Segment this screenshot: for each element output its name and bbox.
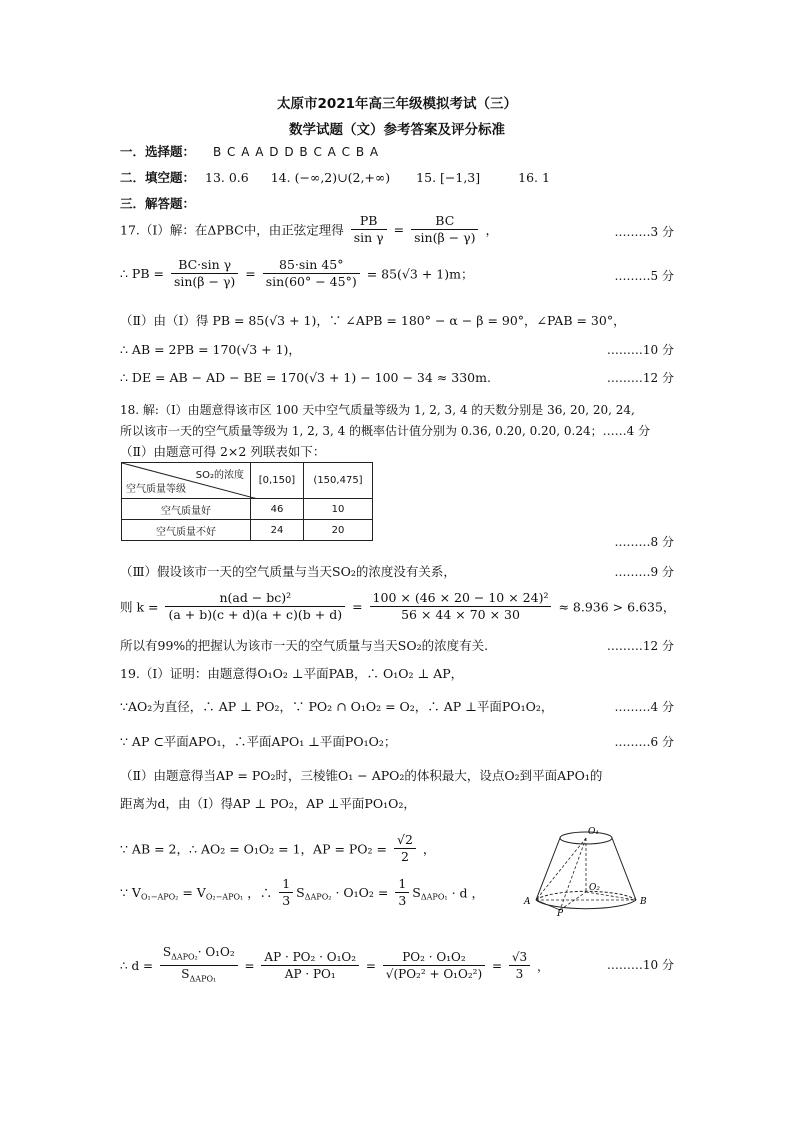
score: ………4 分	[614, 700, 674, 714]
denominator: 3	[515, 967, 524, 982]
p19-line4	[120, 764, 674, 788]
fraction	[165, 590, 345, 623]
column-header: (150,475]	[304, 463, 373, 499]
p17-text: ，	[485, 222, 498, 238]
p18-text: 所以该市一天的空气质量等级为 1, 2, 3, 4 的概率估计值分别为 0.36, 0.20, 0.20, 0.24；……4 分	[120, 424, 651, 438]
answer-15: 15. [−1,3]	[416, 170, 481, 185]
numerator: BC	[411, 213, 478, 230]
table-cell: 10	[304, 499, 373, 520]
p19-text: S	[296, 885, 305, 900]
p19-text: ∵ V	[120, 885, 141, 900]
p17-text: ∴ DE = AB − AD − BE = 170(√3 + 1) − 100 − 34 ≈ 330m.	[120, 370, 491, 385]
numerator: 1	[395, 876, 409, 893]
denominator: 3	[398, 893, 407, 908]
edge-o1a	[536, 838, 586, 900]
p17-line4	[120, 338, 674, 362]
fraction	[395, 876, 409, 909]
score: ………6 分	[614, 735, 674, 749]
edge-o1p	[560, 838, 586, 910]
p18-k-formula	[120, 590, 674, 630]
label-b: B	[640, 897, 647, 907]
subscript: ΔAPO₂	[304, 892, 332, 902]
doc-title: 太原市2021年高三年级模拟考试（三）	[276, 96, 518, 112]
subscript: ΔAPO₁	[420, 892, 448, 902]
subscript: ΔAPO₂	[171, 952, 198, 962]
side-right	[612, 838, 636, 900]
denominator: sin γ	[353, 230, 384, 245]
p17-line1	[120, 213, 674, 253]
column-header: [0,150]	[251, 463, 304, 499]
p18-line4	[120, 560, 674, 584]
score: ………5 分	[614, 269, 674, 283]
table-cell: 24	[251, 520, 304, 541]
side-left	[536, 838, 560, 900]
numerator: PO₂ · O₁O₂	[383, 949, 485, 966]
subscript: ΔAPO₁	[189, 974, 217, 984]
numerator: √3	[509, 949, 530, 966]
equals: =	[491, 958, 503, 973]
label-a: A	[524, 897, 531, 907]
answer-13: 13. 0.6	[205, 170, 249, 185]
p19-line2	[120, 695, 674, 719]
frustum-figure	[516, 826, 656, 916]
denominator: S	[181, 967, 190, 982]
equals: =	[352, 599, 363, 614]
fraction	[509, 949, 530, 982]
answer-16: 16. 1	[518, 170, 550, 185]
numerator: 100 × (46 × 20 − 10 × 24)²	[370, 590, 552, 607]
p18-text: 所以有99%的把握认为该市一天的空气质量与当天SO₂的浓度有关.	[120, 638, 489, 653]
label-o2: O₂	[589, 883, 600, 893]
p18-line3	[120, 440, 674, 464]
p19-text: · d ，	[451, 885, 484, 901]
p19-line1	[120, 662, 674, 686]
p17-line3	[120, 309, 674, 333]
p18-table-score	[120, 530, 674, 554]
p19-text: ∵ AP ⊂平面APO₁，∴平面APO₁ ⊥平面PO₁O₂；	[120, 734, 397, 749]
fraction	[171, 257, 238, 290]
choice-answers-line	[120, 140, 674, 164]
score: ………10 分	[606, 343, 674, 357]
label-o1: O₁	[588, 827, 599, 837]
header-quality: 空气质量等级	[126, 484, 186, 495]
p18-text: （Ⅲ）假设该市一天的空气质量与当天SO₂的浓度没有关系，	[120, 564, 456, 579]
equals: =	[393, 222, 405, 237]
label-p: P	[557, 909, 564, 916]
p18-text: 18. 解:（Ⅰ）由题意得该市区 100 天中空气质量等级为 1, 2, 3, 4 的天数分别是 36, 20, 20, 24,	[120, 403, 635, 417]
equals: =	[245, 266, 256, 281]
equals: =	[365, 958, 376, 973]
answer-14: 14. (−∞,2)∪(2,+∞)	[270, 170, 391, 185]
numerator: AP · PO₂ · O₁O₂	[261, 949, 359, 966]
numerator: √2	[394, 832, 416, 849]
p17-text: （Ⅱ）由（Ⅰ）得 PB = 85(√3 + 1)，∵ ∠APB = 180° − α − β = 90°，∠PAB = 30°，	[120, 313, 626, 328]
p19-text: S	[412, 885, 421, 900]
score: ………9 分	[614, 565, 674, 579]
numerator: 85·sin 45°	[263, 257, 360, 274]
score: ………8 分	[614, 535, 674, 549]
p17-line5	[120, 366, 674, 390]
denominator: (a + b)(c + d)(a + c)(b + d)	[168, 607, 343, 622]
p18-text: 则 k =	[120, 599, 159, 615]
fraction	[411, 213, 478, 246]
p18-text: ≈ 8.936 > 6.635，	[558, 599, 676, 615]
fraction	[383, 949, 485, 982]
p19-text: = V	[178, 885, 206, 900]
subscript: O₂−APO₁	[205, 892, 244, 902]
subscript: O₁−APO₂	[140, 892, 179, 902]
table-cell: 46	[251, 499, 304, 520]
denominator: 3	[282, 893, 291, 908]
score: ………12 分	[606, 371, 674, 385]
p19-line8	[120, 944, 674, 992]
p19-text: ∵ AB = 2，∴ AO₂ = O₁O₂ = 1，AP = PO₂ =	[120, 841, 388, 857]
p19-line5	[120, 792, 674, 816]
numerator: PB	[351, 213, 387, 230]
score: ………10 分	[606, 958, 674, 972]
fraction	[279, 876, 293, 909]
section-label: 二．填空题：	[120, 170, 196, 185]
p19-text: 19.（Ⅰ）证明：由题意得O₁O₂ ⊥平面PAB，∴ O₁O₂ ⊥ AP，	[120, 666, 464, 681]
section-label: 一．选择题：	[120, 144, 196, 159]
equals: =	[244, 958, 255, 973]
row-label: 空气质量好	[122, 499, 251, 520]
score: ………12 分	[606, 639, 674, 653]
numerator: BC·sin γ	[171, 257, 238, 274]
p19-text: ，	[536, 959, 549, 974]
table-header-diagonal	[122, 463, 251, 499]
p19-text: 距离为d，由（Ⅰ）得AP ⊥ PO₂，AP ⊥平面PO₁O₂，	[120, 796, 416, 811]
header-so2: SO₂的浓度	[195, 470, 244, 481]
numerator: S	[162, 945, 172, 959]
denominator: sin(β − γ)	[414, 230, 476, 245]
denominator: 2	[400, 849, 409, 864]
fraction	[261, 949, 359, 982]
denominator: sin(60° − 45°)	[265, 274, 357, 289]
p19-text: ，∴	[247, 885, 273, 901]
numerator: 1	[279, 876, 293, 893]
numerator: · O₁O₂	[197, 945, 235, 959]
fraction	[160, 944, 238, 988]
row-label: 空气质量不好	[122, 520, 251, 541]
p18-line5	[120, 634, 674, 658]
denominator: AP · PO₁	[284, 967, 336, 982]
fraction	[394, 832, 416, 865]
denominator: sin(β − γ)	[173, 274, 236, 289]
choice-answers: B C A A D D B C A C B A	[213, 145, 380, 159]
p17-text: = 85(√3 + 1)m；	[366, 266, 474, 282]
p17-text: ∴ PB =	[120, 266, 164, 281]
table-row	[122, 499, 373, 520]
p17-text: 17.（Ⅰ）解：在ΔPBC中，由正弦定理得	[120, 222, 344, 238]
p19-text: （Ⅱ）由题意得当AP = PO₂时，三棱锥O₁ − APO₂的体积最大，设点O₂到平面APO₁的	[120, 768, 603, 783]
p17-text: ∴ AB = 2PB = 170(√3 + 1)，	[120, 342, 301, 357]
p19-text: · O₁O₂ =	[335, 885, 389, 900]
p19-text: ∵AO₂为直径，∴ AP ⊥ PO₂，∵ PO₂ ∩ O₁O₂ = O₂，∴ AP ⊥平面PO₁O₂，	[120, 699, 554, 714]
fill-answers-line	[120, 166, 674, 190]
p19-text: ∴ d =	[120, 958, 153, 973]
doc-subtitle: 数学试题（文）参考答案及评分标准	[289, 122, 505, 138]
fraction	[263, 257, 360, 290]
bottom-circle-back	[536, 891, 636, 900]
table-cell: 20	[304, 520, 373, 541]
section-label: 三．解答题：	[120, 196, 196, 211]
denominator: 56 × 44 × 70 × 30	[401, 607, 520, 622]
bottom-circle-front	[536, 900, 636, 909]
p18-text: （Ⅱ）由题意可得 2×2 列联表如下：	[120, 444, 326, 459]
p17-line2	[120, 257, 674, 297]
p19-text: ，	[422, 841, 436, 857]
numerator: n(ad − bc)²	[165, 590, 345, 607]
score: ………3 分	[614, 225, 674, 239]
fraction	[370, 590, 552, 623]
p19-line3	[120, 730, 674, 754]
fraction	[351, 213, 387, 246]
denominator: √(PO₂² + O₁O₂²)	[385, 967, 483, 982]
